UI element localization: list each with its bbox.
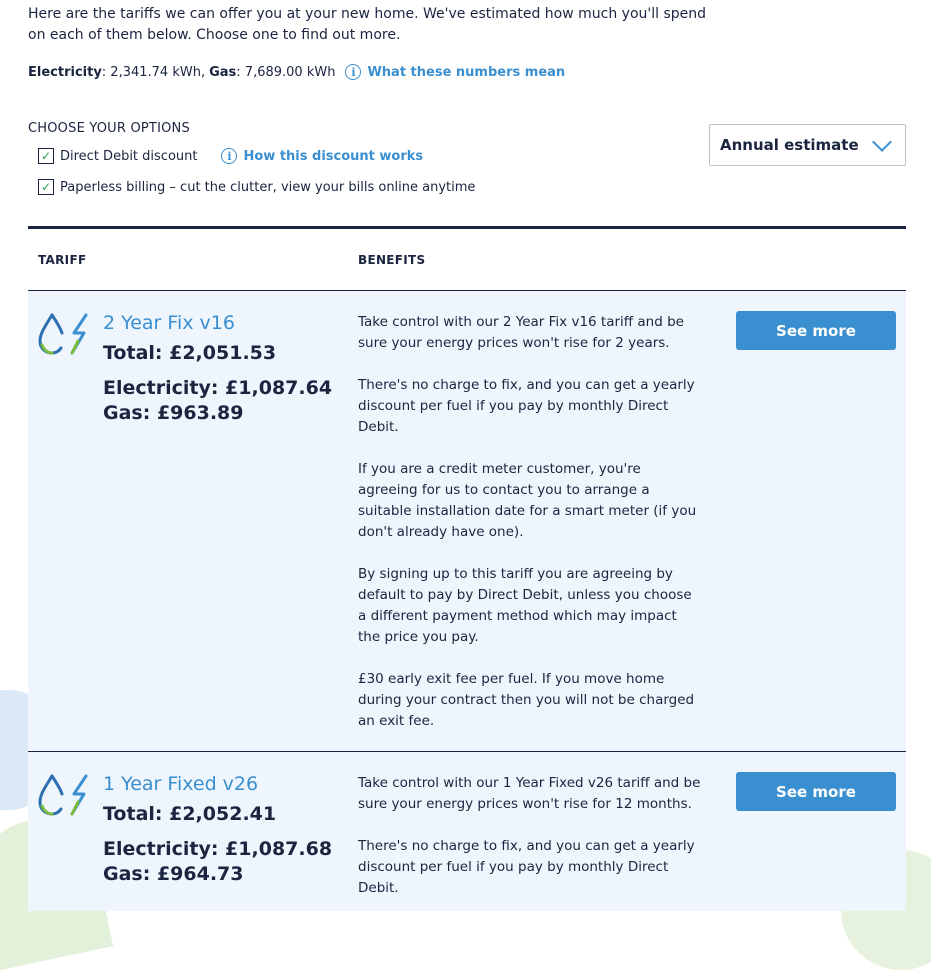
tariff-row xyxy=(28,291,906,751)
benefit-paragraph: There's no charge to fix, and you can get a yearly discount per fuel if you pay by monthly Direct Debit. xyxy=(358,838,695,896)
benefit-paragraph: £30 early exit fee per fuel. If you move home during your contract then you will not be charged an exit fee. xyxy=(358,671,695,729)
choose-options-heading: CHOOSE YOUR OPTIONS xyxy=(28,121,190,136)
tariff-electricity-cost: Electricity: £1,087.64 xyxy=(103,377,333,399)
paperless-label: Paperless billing – cut the clutter, view your bills online anytime xyxy=(60,179,476,195)
column-header-tariff: TARIFF xyxy=(38,253,87,267)
electricity-label: Electricity xyxy=(28,64,102,80)
benefit-paragraph: By signing up to this tariff you are agreeing by default to pay by Direct Debit, unless you choose a different payment method which may impact the price you pay. xyxy=(358,566,692,645)
benefit-paragraph: Take control with our 2 Year Fix v16 tariff and be sure your energy prices won't rise for 2 years. xyxy=(358,314,684,351)
see-more-button[interactable]: See more xyxy=(736,772,896,811)
chevron-down-icon xyxy=(872,132,892,152)
checkmark-icon: ✓ xyxy=(40,149,52,163)
table-top-rule xyxy=(28,226,906,229)
usage-summary xyxy=(28,64,565,80)
estimate-period-value: Annual estimate xyxy=(720,136,859,154)
checkmark-icon: ✓ xyxy=(40,180,52,194)
how-discount-works-link[interactable]: How this discount works xyxy=(243,148,424,164)
info-icon[interactable]: i xyxy=(221,148,237,164)
tariff-name: 1 Year Fixed v26 xyxy=(103,773,259,795)
paperless-checkbox[interactable] xyxy=(38,179,54,195)
tariff-benefits xyxy=(358,312,703,753)
info-icon[interactable]: i xyxy=(345,64,361,80)
tariff-benefits xyxy=(358,773,703,920)
direct-debit-checkbox[interactable] xyxy=(38,148,54,164)
benefit-paragraph: There's no charge to fix, and you can get a yearly discount per fuel if you pay by monthly Direct Debit. xyxy=(358,377,695,435)
gas-usage-value: : 7,689.00 kWh xyxy=(236,64,336,80)
gas-label: Gas xyxy=(209,64,237,80)
what-these-numbers-mean-link[interactable]: What these numbers mean xyxy=(367,64,566,80)
tariff-name: 2 Year Fix v16 xyxy=(103,312,235,334)
tariff-row xyxy=(28,752,906,911)
energy-drop-bolt-icon xyxy=(36,311,96,355)
tariff-total: Total: £2,052.41 xyxy=(103,803,277,825)
direct-debit-option xyxy=(38,148,423,164)
tariff-total: Total: £2,051.53 xyxy=(103,342,277,364)
benefit-paragraph: If you are a credit meter customer, you're agreeing for us to contact you to arrange a suitable installation date for a smart meter (if you don't already have one). xyxy=(358,461,697,540)
estimate-period-select[interactable] xyxy=(709,124,906,166)
see-more-button[interactable]: See more xyxy=(736,311,896,350)
tariff-gas-cost: Gas: £963.89 xyxy=(103,402,244,424)
intro-text: Here are the tariffs we can offer you at your new home. We've estimated how much you'll spend on each of them below. Choose one to find out more. xyxy=(28,6,707,43)
tariff-gas-cost: Gas: £964.73 xyxy=(103,863,244,885)
benefit-paragraph: Take control with our 1 Year Fixed v26 tariff and be sure your energy prices won't rise for 12 months. xyxy=(358,775,701,812)
direct-debit-label: Direct Debit discount xyxy=(60,148,198,164)
energy-drop-bolt-icon xyxy=(36,772,96,816)
tariff-electricity-cost: Electricity: £1,087.68 xyxy=(103,838,333,860)
paperless-option xyxy=(38,179,475,195)
electricity-usage-value: : 2,341.74 kWh, xyxy=(101,64,206,80)
column-header-benefits: BENEFITS xyxy=(358,253,426,267)
